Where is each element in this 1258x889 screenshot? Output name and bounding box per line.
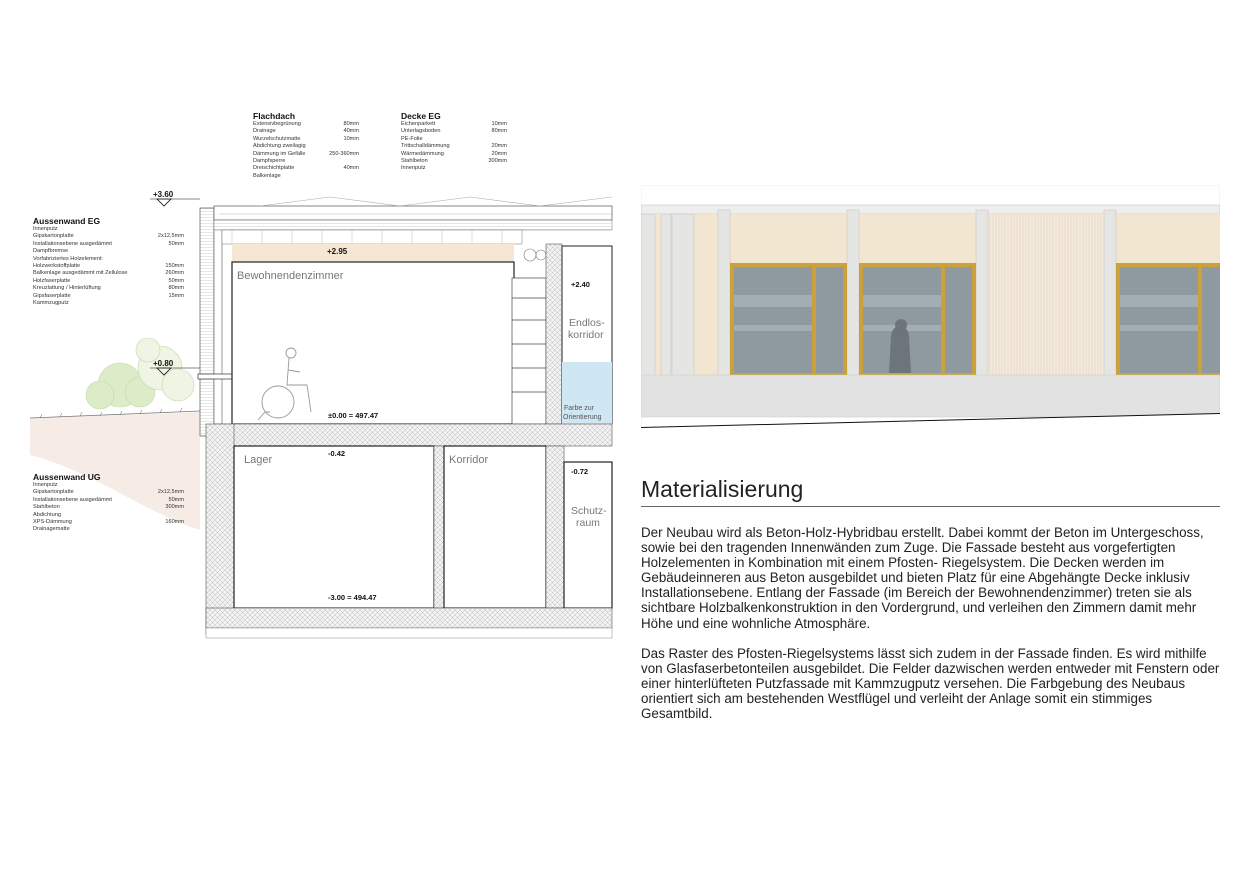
- legend-layer-thickness: 20mm: [491, 150, 507, 157]
- facade-elevation: [641, 185, 1220, 447]
- legend-layer-name: Dämmung im Gefälle: [253, 150, 306, 157]
- legend-layer-thickness: 300mm: [165, 504, 184, 511]
- legend-layer-name: Dampfsperre: [253, 158, 286, 165]
- legend-layer-name: Innenputz: [33, 482, 58, 488]
- roof-slab: [214, 206, 612, 220]
- legend-row: [33, 233, 184, 240]
- legend-layer-thickness: 2x12,5mm: [157, 233, 184, 240]
- level-floor-label: ±0.00 = 497.47: [328, 411, 379, 420]
- legend-layer-name: Unterlagsboden: [401, 128, 441, 135]
- legend-row: [253, 151, 359, 158]
- legend-layer-thickness: 150mm: [165, 263, 184, 270]
- facade-wall-eg: [200, 208, 214, 436]
- legend-layer-name: Gipskartonplatte: [33, 233, 74, 240]
- legend-layer-name: Drainage: [253, 128, 276, 135]
- legend-row: [33, 270, 184, 277]
- built-in-shelf: [512, 278, 546, 424]
- level-top-label: +3.60: [153, 190, 174, 199]
- legend-layer-name: Stahlbeton: [401, 158, 428, 165]
- room-korridor: [444, 446, 546, 608]
- legend-row: [33, 278, 184, 285]
- legend-layer-name: Wärmedämmung: [401, 150, 444, 157]
- legend-layer-name: Abdichtung zweilagig: [253, 143, 306, 150]
- level-ug-top-label: -0.42: [328, 449, 346, 458]
- legend-row: [253, 136, 359, 143]
- legend-row: [401, 151, 507, 158]
- level-marker-top: [150, 190, 200, 206]
- materialisierung-paragraph-2: Das Raster des Pfosten-Riegelsystems lässt sich zudem in der Fassade finden. Es wird mithilfe von Glasfaserbetonteilen ausgebildet. Die Felder dazwischen werden entweder mit Fenstern oder einer hinterlüfteten Putzfassade mit Kammzugputz versehen. Die Farbgebung des Neubaus orientiert sich am bestehenden Westflügel und verleiht der Anlage somit ein stimmiges Gesamtbild.: [641, 646, 1220, 722]
- legend-layer-thickness: 80mm: [343, 121, 359, 127]
- legend-layer-thickness: 80mm: [168, 285, 184, 292]
- ceiling-beams: [222, 230, 522, 244]
- legend-layer-name: Drainagematte: [33, 526, 70, 533]
- materialisierung-heading: Materialisierung: [641, 476, 1220, 507]
- legend-row: [33, 226, 184, 233]
- legend-row: [253, 173, 359, 180]
- legend-layer-name: Abdichtung: [33, 511, 61, 518]
- legend-layer-thickness: [180, 300, 184, 307]
- room-bewohnen-label: Bewohnendenzimmer: [237, 270, 344, 282]
- legend-layer-name: Extensivbegrünung: [253, 121, 301, 127]
- legend-row: [401, 128, 507, 135]
- legend-row: [33, 285, 184, 292]
- level-mid-label: +0.80: [153, 359, 174, 368]
- legend-layer-thickness: [503, 136, 507, 143]
- room-schutz-label-1: Schutz-: [571, 505, 607, 517]
- tree-illustration: [86, 338, 194, 409]
- legend-layer-name: Dreischichtplatte: [253, 165, 295, 172]
- level-ceiling-label: +2.95: [327, 247, 348, 256]
- room-lager-label: Lager: [244, 454, 273, 466]
- legend-layer-name: Innenputz: [401, 165, 426, 172]
- legend-layer-thickness: [180, 226, 184, 233]
- legend-layer-thickness: 15mm: [168, 292, 184, 299]
- room-endlos-label-2: korridor: [568, 329, 604, 341]
- legend-layer-thickness: [180, 512, 184, 519]
- room-schutzraum: [564, 462, 612, 608]
- legend-row: [253, 158, 359, 165]
- floor-slab-eg: [214, 424, 612, 446]
- legend-row: [401, 165, 507, 172]
- level-schutz-label: -0.72: [571, 467, 589, 476]
- legend-layer-thickness: 10mm: [491, 121, 507, 127]
- basement-floor-slab: [206, 608, 612, 628]
- legend-aussenwand-ug-title: Aussenwand UG: [33, 472, 101, 482]
- legend-layer-thickness: [355, 143, 359, 150]
- legend-row: [33, 526, 184, 533]
- legend-layer-thickness: 20mm: [491, 143, 507, 150]
- legend-layer-thickness: 300mm: [488, 158, 507, 165]
- legend-layer-thickness: 260mm: [165, 270, 184, 277]
- level-corridor-label: +2.40: [571, 280, 590, 289]
- legend-flachdach-title: Flachdach: [253, 111, 296, 121]
- level-ug-floor-label: -3.00 = 494.47: [328, 593, 377, 602]
- legend-layer-thickness: [180, 248, 184, 255]
- legend-layer-name: Stahlbeton: [33, 504, 60, 511]
- legend-layer-name: Trittschalldämmung: [401, 143, 450, 150]
- legend-layer-name: Balkenlage: [253, 172, 281, 179]
- legend-layer-thickness: [355, 173, 359, 180]
- legend-layer-thickness: 160mm: [165, 519, 184, 526]
- legend-row: [253, 128, 359, 135]
- room-schutz-label-2: raum: [576, 517, 600, 529]
- ceiling-soffit: [232, 244, 514, 262]
- room-lager: [234, 446, 434, 608]
- person-reflection: [889, 326, 911, 373]
- legend-layer-thickness: 10mm: [343, 135, 359, 142]
- legend-layer-name: Gipskartonplatte: [33, 489, 74, 496]
- legend-layer-thickness: 50mm: [168, 496, 184, 503]
- legend-layer-thickness: 250-360mm: [329, 150, 359, 157]
- legend-layer-name: Holzfaserplatte: [33, 277, 71, 284]
- room-bewohnen: [232, 262, 514, 424]
- room-korridor-label: Korridor: [449, 454, 489, 466]
- room-endlos-label-1: Endlos-: [569, 317, 605, 329]
- legend-layer-thickness: 2x12,5mm: [157, 489, 184, 496]
- legend-row: [401, 143, 507, 150]
- legend-layer-name: Dampfbremse: [33, 248, 69, 255]
- legend-aussenwand-eg-title: Aussenwand EG: [33, 216, 101, 226]
- legend-layer-name: Gipsfaserplatte: [33, 292, 71, 299]
- legend-row: [33, 489, 184, 496]
- legend-layer-thickness: [180, 482, 184, 489]
- legend-layer-thickness: [180, 256, 184, 263]
- legend-layer-name: Kreuzlattung / Hinterlüftung: [33, 285, 101, 292]
- roof-greenery: [260, 197, 612, 206]
- facade-kammzug-panel: [987, 214, 1104, 376]
- facade-windows: [730, 263, 1220, 375]
- legend-layer-name: XPS-Dämmung: [33, 519, 72, 526]
- legend-flachdach: [253, 111, 359, 180]
- legend-layer-thickness: [355, 158, 359, 165]
- legend-layer-thickness: 50mm: [168, 240, 184, 247]
- basement-wall: [206, 424, 234, 634]
- legend-decke-eg-title: Decke EG: [401, 111, 441, 121]
- interior-wall-eg: [546, 244, 562, 424]
- legend-row: [33, 300, 184, 307]
- legend-row: [401, 121, 507, 128]
- legend-row: [33, 482, 184, 489]
- legend-layer-name: Holzwerkstoffplatte: [33, 263, 81, 270]
- legend-aussenwand-eg: [33, 216, 184, 307]
- legend-layer-thickness: [503, 165, 507, 172]
- legend-row: [253, 121, 359, 128]
- legend-layer-thickness: 40mm: [343, 165, 359, 172]
- legend-layer-name: Wurzelschutzmatte: [253, 135, 301, 142]
- legend-row: [33, 248, 184, 255]
- legend-row: [33, 504, 184, 511]
- legend-aussenwand-ug: [33, 472, 184, 534]
- legend-decke-eg: [401, 111, 507, 173]
- legend-row: [33, 519, 184, 526]
- legend-layer-thickness: 80mm: [491, 128, 507, 135]
- farbe-label-1: Farbe zur: [564, 405, 594, 412]
- legend-layer-name: Kammzugputz: [33, 300, 69, 307]
- legend-row: [401, 136, 507, 143]
- legend-layer-name: Vorfabriziertes Holzelement:: [33, 255, 103, 262]
- legend-layer-thickness: [180, 526, 184, 533]
- legend-row: [33, 497, 184, 504]
- legend-row: [401, 158, 507, 165]
- legend-row: [33, 293, 184, 300]
- legend-row: [33, 512, 184, 519]
- materialisierung-paragraph-1: Der Neubau wird als Beton-Holz-Hybridbau erstellt. Dabei kommt der Beton im Untergeschoss, sowie bei den tragenden Innenwänden zum Zuge. Die Fassade besteht aus vorgefertigten Holzelementen in Kombination mit einem Pfosten- Riegelsystem. Die Decken werden im Gebäudeinneren aus Beton ausgebildet und bieten Platz für eine Abgehängte Decke inklusiv Installationsebene. Entlang der Fassade (im Bereich der Bewohnendenzimmer) treten sie als sichtbare Holzbalkenkonstruktion in den Vordergrund, und verleihen den Zimmern damit mehr Höhe und eine wohnliche Atmosphäre.: [641, 525, 1204, 631]
- facade-plinth: [641, 375, 1220, 417]
- legend-layer-name: Balkenlage ausgedämmt mit Zellulose: [33, 270, 128, 277]
- legend-layer-thickness: 50mm: [168, 277, 184, 284]
- legend-row: [253, 143, 359, 150]
- legend-layer-name: Eichenparkett: [401, 121, 436, 127]
- legend-layer-name: PE-Folie: [401, 135, 423, 142]
- building-section-drawing: [0, 0, 640, 660]
- legend-row: [33, 263, 184, 270]
- legend-layer-name: Innenputz: [33, 226, 58, 232]
- legend-layer-thickness: 40mm: [343, 128, 359, 135]
- legend-row: [33, 241, 184, 248]
- legend-row: [253, 165, 359, 172]
- legend-layer-name: Installationsebene ausgedämmt: [33, 240, 112, 247]
- legend-layer-name: Installationsebene ausgedämmt: [33, 496, 112, 503]
- legend-row: [33, 256, 184, 263]
- farbe-label-2: Orientierung: [563, 414, 602, 421]
